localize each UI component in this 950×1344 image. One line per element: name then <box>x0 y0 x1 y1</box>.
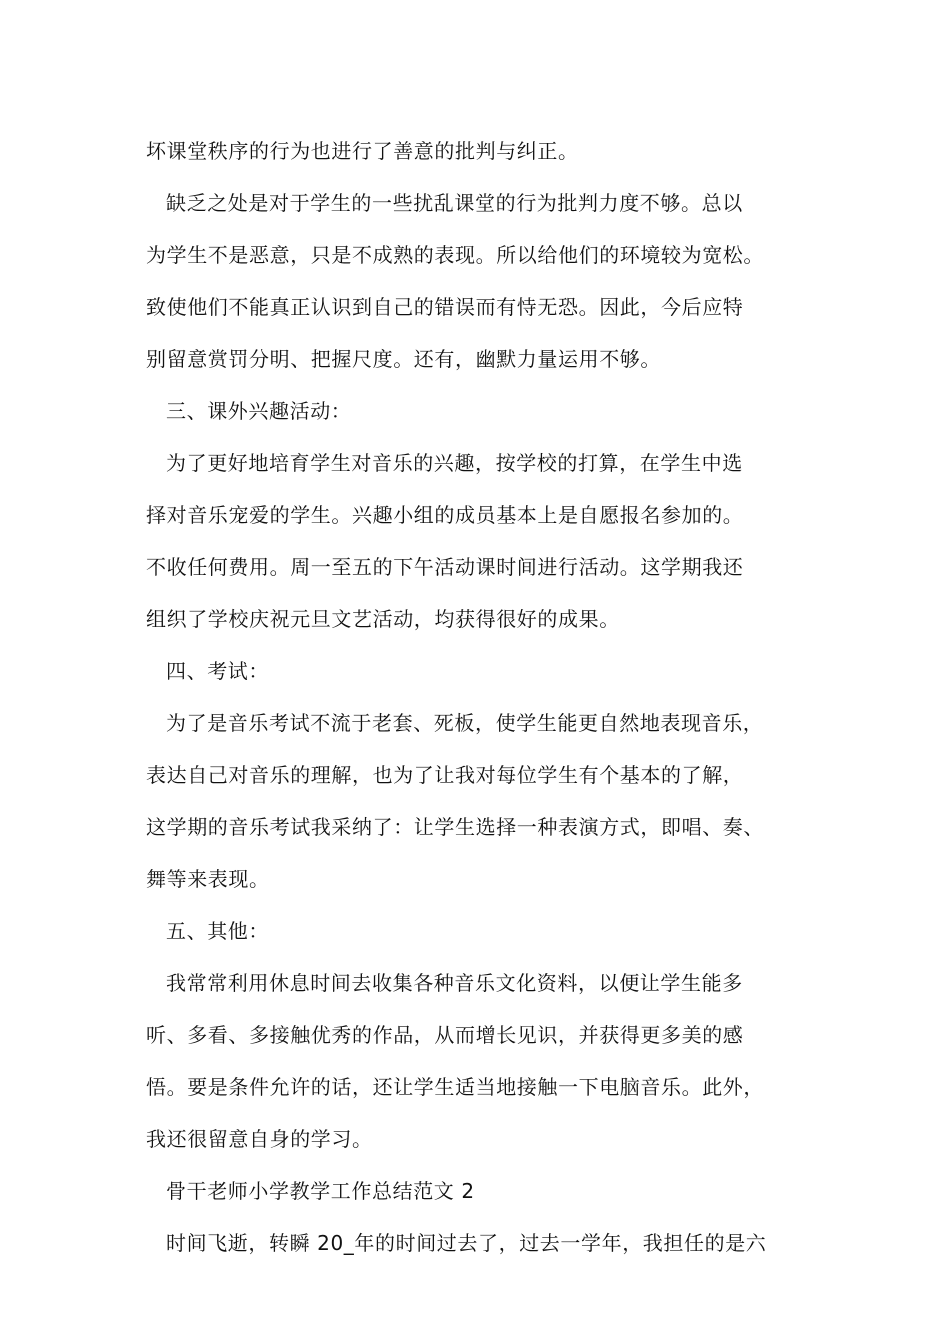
paragraph-line: 听、多看、多接触优秀的作品，从而增长见识，并获得更多美的感 <box>146 1023 744 1047</box>
paragraph-line: 为学生不是恶意，只是不成熟的表现。所以给他们的环境较为宽松。 <box>146 243 764 267</box>
paragraph-line: 悟。要是条件允许的话，还让学生适当地接触一下电脑音乐。此外， <box>146 1075 764 1099</box>
paragraph-line: 坏课堂秩序的行为也进行了善意的批判与纠正。 <box>146 139 579 163</box>
paragraph-line: 我还很留意自身的学习。 <box>146 1127 373 1151</box>
paragraph-line: 表达自己对音乐的理解，也为了让我对每位学生有个基本的了解， <box>146 763 744 787</box>
section-heading: 三、课外兴趣活动： <box>166 399 352 423</box>
paragraph-line: 为了更好地培育学生对音乐的兴趣，按学校的打算，在学生中选 <box>166 451 743 475</box>
paragraph-line: 这学期的音乐考试我采纳了：让学生选择一种表演方式，即唱、奏、 <box>146 815 764 839</box>
paragraph-line: 致使他们不能真正认识到自己的错误而有恃无恐。因此，今后应特 <box>146 295 744 319</box>
paragraph-line: 择对音乐宠爱的学生。兴趣小组的成员基本上是自愿报名参加的。 <box>146 503 744 527</box>
document-title: 骨干老师小学教学工作总结范文 2 <box>166 1179 475 1203</box>
paragraph-line: 别留意赏罚分明、把握尺度。还有，幽默力量运用不够。 <box>146 347 661 371</box>
paragraph-line: 缺乏之处是对于学生的一些扰乱课堂的行为批判力度不够。总以 <box>166 191 743 215</box>
section-heading: 四、考试： <box>166 659 269 683</box>
paragraph-line: 舞等来表现。 <box>146 867 270 891</box>
paragraph-line: 我常常利用休息时间去收集各种音乐文化资料，以便让学生能多 <box>166 971 743 995</box>
paragraph-line: 组织了学校庆祝元旦文艺活动，均获得很好的成果。 <box>146 607 620 631</box>
section-heading: 五、其他： <box>166 919 269 943</box>
paragraph-line: 时间飞逝，转瞬 20_年的时间过去了，过去一学年，我担任的是六 <box>166 1231 767 1255</box>
paragraph-line: 不收任何费用。周一至五的下午活动课时间进行活动。这学期我还 <box>146 555 744 579</box>
paragraph-line: 为了是音乐考试不流于老套、死板，使学生能更自然地表现音乐， <box>166 711 764 735</box>
